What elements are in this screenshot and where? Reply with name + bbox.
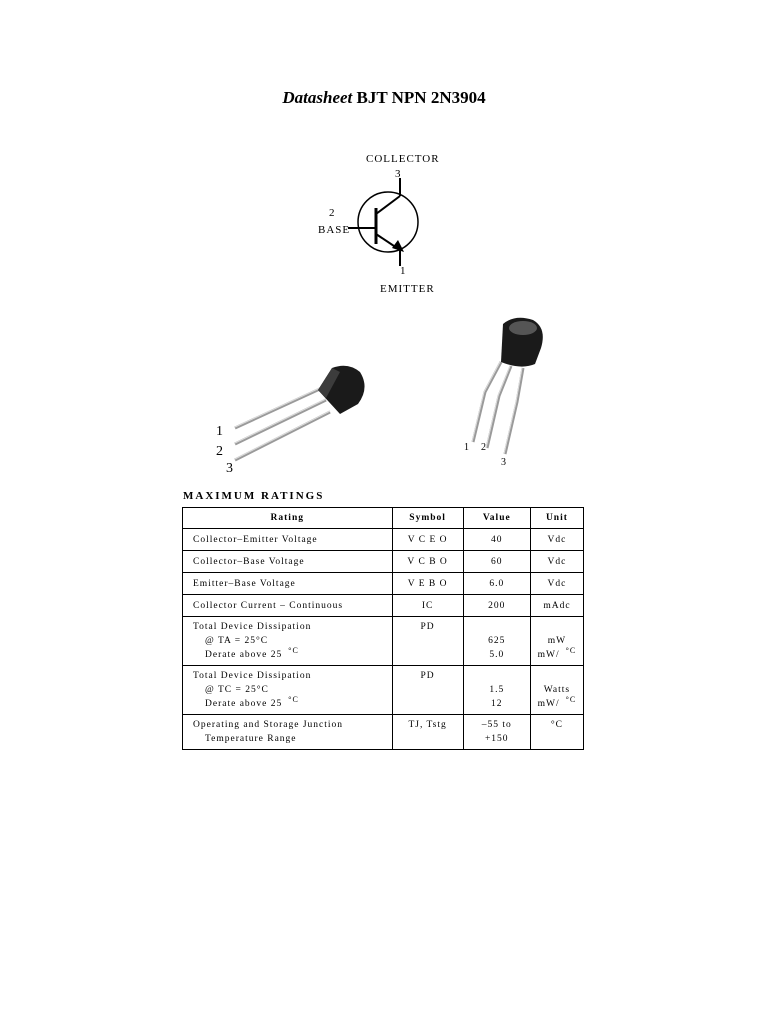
value-cell [463, 715, 530, 750]
symbol-cell: IC [392, 595, 463, 617]
rating-line: Derate above 25 [205, 699, 283, 709]
left-view-pin-2: 2 [216, 444, 223, 459]
header-value: Value [463, 508, 530, 529]
left-view-pin-1: 1 [216, 424, 223, 439]
unit-cell [530, 617, 583, 666]
unit-cell: mAdc [530, 595, 583, 617]
maximum-ratings-table [182, 507, 584, 750]
value-cell: 60 [463, 551, 530, 573]
unit-cell: °C [530, 715, 583, 750]
value-cell [463, 666, 530, 715]
title-italic: Datasheet [282, 88, 353, 107]
npn-transistor-symbol [300, 148, 470, 300]
symbol-cell: PD [392, 666, 463, 715]
page-title [0, 88, 768, 108]
symbol-cell: V C E O [392, 529, 463, 551]
table-row [183, 715, 584, 750]
degree-unit: °C [288, 695, 299, 704]
right-view-pin-1: 1 [464, 442, 469, 453]
table-row [183, 666, 584, 715]
value-line: +150 [484, 734, 509, 744]
rating-line: @ TC = 25°C [205, 685, 269, 695]
title-rest: BJT NPN 2N3904 [356, 88, 486, 107]
value-line: –55 to [481, 720, 512, 730]
to92-package-side-view [210, 360, 380, 480]
value-cell: 6.0 [463, 573, 530, 595]
value-line: 1.5 [489, 685, 505, 695]
table-header-row [183, 508, 584, 529]
value-line: 12 [491, 699, 503, 709]
header-rating: Rating [183, 508, 393, 529]
degree-unit: °C [565, 646, 577, 655]
section-heading: MAXIMUM RATINGS [183, 490, 325, 502]
base-label: BASE [318, 224, 351, 236]
base-pin-number: 2 [329, 207, 336, 219]
table-row [183, 551, 584, 573]
table-row [183, 573, 584, 595]
value-cell [463, 617, 530, 666]
unit-line: Watts [543, 685, 571, 695]
unit-line: mW/ [537, 699, 560, 709]
table-row [183, 617, 584, 666]
rating-cell: Collector Current – Continuous [183, 595, 393, 617]
rating-cell: Emitter–Base Voltage [183, 573, 393, 595]
right-view-pin-3: 3 [501, 457, 506, 468]
rating-line: Total Device Dissipation [193, 622, 312, 632]
emitter-label: EMITTER [380, 283, 435, 295]
collector-label: COLLECTOR [366, 153, 440, 165]
unit-cell: Vdc [530, 529, 583, 551]
value-cell: 40 [463, 529, 530, 551]
right-view-pin-2: 2 [481, 442, 486, 453]
table-row [183, 529, 584, 551]
rating-cell [183, 617, 393, 666]
symbol-cell: TJ, Tstg [392, 715, 463, 750]
value-line: 5.0 [489, 650, 505, 660]
rating-line: Temperature Range [205, 734, 297, 744]
symbol-cell: V C B O [392, 551, 463, 573]
unit-cell [530, 666, 583, 715]
rating-line: Derate above 25 [205, 650, 283, 660]
rating-cell [183, 666, 393, 715]
unit-cell: Vdc [530, 573, 583, 595]
collector-pin-number: 3 [395, 168, 402, 180]
rating-cell [183, 715, 393, 750]
emitter-pin-number: 1 [400, 265, 407, 277]
unit-cell: Vdc [530, 551, 583, 573]
rating-line: Total Device Dissipation [193, 671, 312, 681]
rating-line: @ TA = 25°C [205, 636, 269, 646]
symbol-cell: PD [392, 617, 463, 666]
value-line: 625 [488, 636, 506, 646]
to92-package-standing-view [455, 312, 565, 472]
header-unit: Unit [530, 508, 583, 529]
rating-line: Operating and Storage Junction [193, 720, 344, 730]
rating-cell: Collector–Base Voltage [183, 551, 393, 573]
unit-line: mW/ [537, 650, 560, 660]
value-cell: 200 [463, 595, 530, 617]
degree-unit: °C [288, 646, 299, 655]
table-row [183, 595, 584, 617]
rating-cell: Collector–Emitter Voltage [183, 529, 393, 551]
degree-unit: °C [565, 695, 577, 704]
collector-line [376, 196, 400, 214]
left-view-pin-3: 3 [226, 461, 233, 476]
symbol-cell: V E B O [392, 573, 463, 595]
header-symbol: Symbol [392, 508, 463, 529]
unit-line: mW [547, 636, 567, 646]
